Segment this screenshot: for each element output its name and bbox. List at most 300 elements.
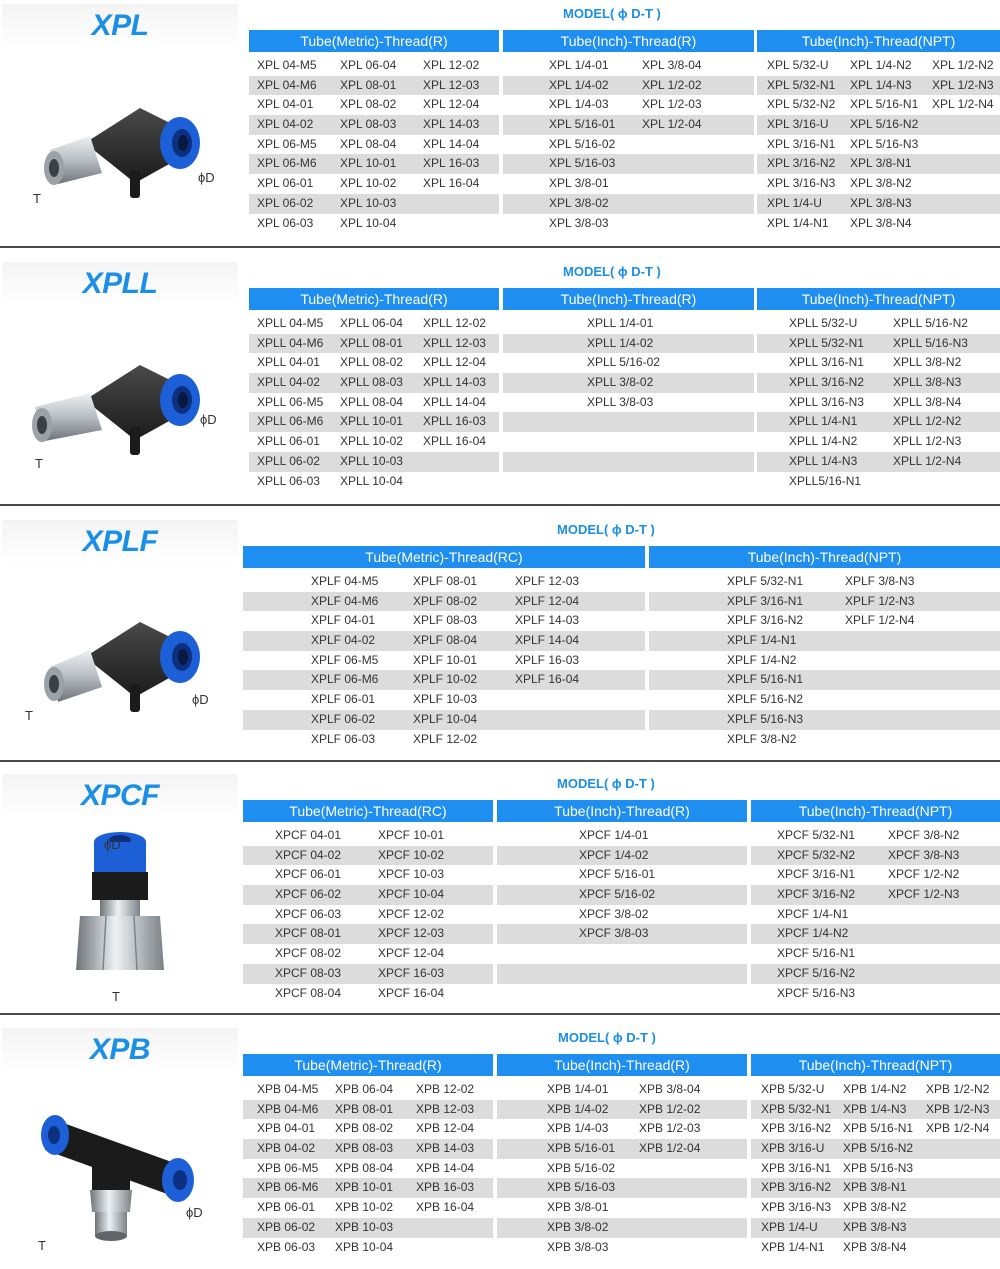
model-number: XPLL 10-04 <box>340 473 403 488</box>
model-number: XPB 1/4-U <box>761 1219 818 1234</box>
model-table <box>751 800 1000 1003</box>
model-number: XPL 1/4-N3 <box>850 77 912 92</box>
model-table <box>497 1054 747 1257</box>
table-row <box>649 710 1000 730</box>
model-number: XPLF 10-01 <box>413 652 478 667</box>
table-row <box>497 1159 747 1179</box>
model-number: XPB 1/4-N1 <box>761 1239 825 1254</box>
model-number: XPLL 12-02 <box>423 316 486 330</box>
table-row <box>249 314 499 334</box>
table-row <box>249 56 499 76</box>
model-number: XPCF 12-02 <box>378 906 445 921</box>
table-body <box>751 826 1000 1003</box>
table-row <box>751 1080 1000 1100</box>
model-number: XPL 5/32-N2 <box>767 97 836 112</box>
model-number: XPL 3/8-N1 <box>850 156 912 171</box>
table-row <box>757 432 1000 452</box>
model-number: XPL 1/2-N2 <box>932 58 994 72</box>
model-number: XPLF 04-02 <box>311 633 376 648</box>
model-number: XPCF 10-01 <box>378 828 445 842</box>
model-number: XPL 06-03 <box>257 215 314 230</box>
table-row <box>243 924 493 944</box>
model-number: XPCF 06-01 <box>275 867 342 882</box>
model-number: XPL 5/16-03 <box>549 156 616 171</box>
model-number: XPL 3/8-02 <box>549 195 609 210</box>
model-number: XPL 1/4-03 <box>549 97 609 112</box>
model-number: XPLF 04-01 <box>311 613 376 628</box>
model-number: XPLL 06-M5 <box>257 394 324 409</box>
model-number: XPL 10-02 <box>340 176 397 191</box>
table-row <box>751 1238 1000 1258</box>
table-row <box>757 373 1000 393</box>
model-table <box>503 288 754 472</box>
model-table <box>243 546 645 749</box>
model-number: XPL 10-03 <box>340 195 397 210</box>
model-number: XPLL 1/2-N3 <box>893 434 962 449</box>
table-row <box>249 194 499 214</box>
table-header: Tube(Inch)-Thread(R) <box>497 1054 747 1076</box>
model-number: XPCF 08-02 <box>275 946 342 961</box>
model-number: XPL 08-03 <box>340 117 397 132</box>
product-section-xpcf <box>0 770 1000 1015</box>
table-row <box>503 214 754 234</box>
table-row <box>751 1218 1000 1238</box>
product-section-xplf <box>0 516 1000 761</box>
model-number: XPLL 06-M6 <box>257 414 324 429</box>
model-number: XPL 1/2-N3 <box>932 77 994 92</box>
table-row <box>497 1100 747 1120</box>
table-row <box>503 393 754 413</box>
table-row <box>497 924 747 944</box>
table-body <box>243 572 645 749</box>
model-number: XPB 5/16-01 <box>547 1141 616 1156</box>
model-number: XPLL 1/2-N2 <box>893 414 962 429</box>
section-divider <box>0 246 1000 248</box>
model-number: XPLL 08-02 <box>340 355 403 370</box>
model-number: XPB 3/16-U <box>761 1141 825 1156</box>
model-number: XPB 08-02 <box>335 1121 394 1136</box>
model-number: XPCF 3/8-03 <box>579 926 649 941</box>
model-number: XPLL 06-03 <box>257 473 320 488</box>
table-row <box>757 115 1000 135</box>
model-number: XPL 5/16-N2 <box>850 117 919 132</box>
model-number: XPLL 3/8-03 <box>587 394 654 409</box>
model-number: XPLL 1/4-01 <box>587 316 654 330</box>
table-row <box>497 846 747 866</box>
model-number: XPCF 16-03 <box>378 965 445 980</box>
table-row <box>243 572 645 592</box>
table-row <box>751 905 1000 925</box>
model-number: XPL 14-03 <box>423 117 480 132</box>
table-row <box>757 56 1000 76</box>
model-title: MODEL( ϕ D-T ) <box>557 776 655 791</box>
table-row <box>503 373 754 393</box>
model-table <box>249 30 499 233</box>
model-number: XPLL 1/4-N1 <box>789 414 858 429</box>
model-number: XPLF 3/16-N1 <box>727 593 804 608</box>
model-number: XPB 3/16-N2 <box>761 1180 832 1195</box>
table-row <box>649 670 1000 690</box>
table-row <box>243 651 645 671</box>
table-row <box>497 1218 747 1238</box>
table-row <box>243 670 645 690</box>
table-row <box>497 1198 747 1218</box>
table-body <box>503 314 754 472</box>
table-row <box>497 1139 747 1159</box>
table-row <box>497 1178 747 1198</box>
model-number: XPB 3/16-N3 <box>761 1200 832 1215</box>
model-number: XPLL 12-03 <box>423 335 486 350</box>
model-number: XPLL 06-04 <box>340 316 403 330</box>
table-header: Tube(Inch)-Thread(NPT) <box>751 1054 1000 1076</box>
table-row <box>503 76 754 96</box>
model-number: XPL 3/8-N4 <box>850 215 912 230</box>
model-number: XPCF 04-02 <box>275 847 342 862</box>
model-number: XPB 1/2-03 <box>639 1121 701 1136</box>
model-number: XPB 12-04 <box>416 1121 475 1136</box>
model-number: XPCF 1/2-N2 <box>888 867 960 882</box>
table-row <box>649 690 1000 710</box>
table-body <box>503 56 754 233</box>
model-number: XPB 1/4-03 <box>547 1121 609 1136</box>
table-header: Tube(Inch)-Thread(R) <box>503 288 754 310</box>
model-number: XPB 04-M5 <box>257 1082 319 1096</box>
model-number: XPCF 5/16-N3 <box>777 985 856 1000</box>
table-header: Tube(Metric)-Thread(R) <box>249 30 499 52</box>
table-row <box>757 314 1000 334</box>
model-number: XPLF 14-03 <box>515 613 580 628</box>
table-row <box>249 432 499 452</box>
table-row <box>757 214 1000 234</box>
table-row <box>497 1080 747 1100</box>
thread-label: T <box>35 456 43 471</box>
model-number: XPCF 3/8-N2 <box>888 828 960 842</box>
model-number: XPB 1/2-04 <box>639 1141 701 1156</box>
model-number: XPB 3/8-N1 <box>843 1180 907 1195</box>
model-number: XPLF 10-03 <box>413 692 478 707</box>
model-number: XPB 06-01 <box>257 1200 316 1215</box>
model-number: XPCF 5/16-N1 <box>777 946 856 961</box>
section-divider <box>0 1013 1000 1015</box>
table-row <box>497 885 747 905</box>
table-row <box>751 984 1000 1004</box>
table-row <box>503 95 754 115</box>
model-number: XPB 10-04 <box>335 1239 394 1254</box>
tube-diameter-label: ϕD <box>192 692 209 707</box>
model-table <box>243 800 493 1003</box>
model-number: XPLL 06-01 <box>257 434 320 449</box>
table-body <box>243 1080 493 1257</box>
table-row <box>503 135 754 155</box>
model-number: XPB 5/16-N2 <box>843 1141 914 1156</box>
table-body <box>751 1080 1000 1257</box>
table-row <box>751 865 1000 885</box>
model-number: XPL 1/4-01 <box>549 58 609 72</box>
model-number: XPLF 12-03 <box>515 574 580 588</box>
table-row <box>497 826 747 846</box>
model-number: XPLF 06-M5 <box>311 652 379 667</box>
table-row <box>243 984 493 1004</box>
table-row <box>503 174 754 194</box>
table-row <box>751 1178 1000 1198</box>
table-row <box>649 631 1000 651</box>
model-number: XPB 3/8-N2 <box>843 1200 907 1215</box>
model-number: XPLL 3/16-N2 <box>789 375 864 390</box>
model-number: XPL 04-M5 <box>257 58 317 72</box>
model-number: XPLF 5/16-N1 <box>727 672 804 687</box>
model-number: XPB 1/4-N2 <box>843 1082 907 1096</box>
model-number: XPB 5/16-02 <box>547 1160 616 1175</box>
model-table <box>757 30 1000 233</box>
model-number: XPCF 16-04 <box>378 985 445 1000</box>
table-row <box>243 690 645 710</box>
model-number: XPB 10-03 <box>335 1219 394 1234</box>
table-row <box>243 1198 493 1218</box>
model-number: XPB 14-03 <box>416 1141 475 1156</box>
model-number: XPB 5/16-03 <box>547 1180 616 1195</box>
table-row <box>249 472 499 492</box>
table-row <box>757 393 1000 413</box>
section-divider <box>0 504 1000 506</box>
model-number: XPB 1/2-N4 <box>926 1121 990 1136</box>
model-number: XPCF 10-03 <box>378 867 445 882</box>
model-number: XPLF 10-04 <box>413 711 478 726</box>
model-number: XPCF 5/16-02 <box>579 887 656 902</box>
model-number: XPLL 08-03 <box>340 375 403 390</box>
model-number: XPLL 06-02 <box>257 453 320 468</box>
table-row <box>243 1080 493 1100</box>
model-title: MODEL( ϕ D-T ) <box>558 1030 656 1045</box>
model-number: XPLF 16-03 <box>515 652 580 667</box>
table-header: Tube(Metric)-Thread(RC) <box>243 546 645 568</box>
model-number: XPLL 3/8-N4 <box>893 394 962 409</box>
fitting-image <box>30 602 210 727</box>
table-header: Tube(Inch)-Thread(NPT) <box>757 288 1000 310</box>
model-number: XPLF 08-04 <box>413 633 478 648</box>
table-row <box>503 452 754 472</box>
model-number: XPLF 3/16-N2 <box>727 613 804 628</box>
table-body <box>757 314 1000 491</box>
table-row <box>751 924 1000 944</box>
model-number: XPL 12-04 <box>423 97 480 112</box>
model-number: XPLL 10-01 <box>340 414 403 429</box>
model-number: XPCF 04-01 <box>275 828 342 842</box>
table-header: Tube(Metric)-Thread(R) <box>243 1054 493 1076</box>
model-number: XPB 5/32-N1 <box>761 1101 832 1116</box>
table-row <box>497 1238 747 1258</box>
table-row <box>243 1100 493 1120</box>
model-number: XPB 3/16-N2 <box>761 1121 832 1136</box>
thread-label: T <box>33 191 41 206</box>
product-name: XPLL <box>2 262 238 306</box>
model-number: XPL 1/2-N4 <box>932 97 994 112</box>
model-number: XPLL 3/16-N1 <box>789 355 864 370</box>
model-number: XPCF 1/4-N2 <box>777 926 849 941</box>
model-number: XPL 06-04 <box>340 58 397 72</box>
model-number: XPLL 1/4-N2 <box>789 434 858 449</box>
table-row <box>751 1119 1000 1139</box>
model-number: XPCF 3/8-02 <box>579 906 649 921</box>
model-number: XPB 06-M6 <box>257 1180 319 1195</box>
model-number: XPL 5/16-01 <box>549 117 616 132</box>
product-name: XPLF <box>2 520 238 564</box>
table-row <box>249 174 499 194</box>
table-row <box>249 115 499 135</box>
table-header: Tube(Inch)-Thread(R) <box>497 800 747 822</box>
table-body <box>243 826 493 1003</box>
model-number: XPL 04-01 <box>257 97 314 112</box>
product-section-xpll <box>0 258 1000 503</box>
model-number: XPLF 1/2-N4 <box>845 613 915 628</box>
thread-label: T <box>112 989 120 1004</box>
model-number: XPLL 16-04 <box>423 434 486 449</box>
table-row <box>757 334 1000 354</box>
model-number: XPLL 08-01 <box>340 335 403 350</box>
table-row <box>757 135 1000 155</box>
model-number: XPB 04-02 <box>257 1141 316 1156</box>
table-row <box>243 964 493 984</box>
model-number: XPLF 08-03 <box>413 613 478 628</box>
model-number: XPLL 04-M6 <box>257 335 324 350</box>
model-number: XPB 1/4-02 <box>547 1101 609 1116</box>
table-row <box>757 452 1000 472</box>
model-table <box>243 1054 493 1257</box>
model-number: XPLF 12-02 <box>413 731 478 746</box>
tube-diameter-label: ϕD <box>104 837 121 852</box>
model-number: XPB 12-03 <box>416 1101 475 1116</box>
model-number: XPCF 12-03 <box>378 926 445 941</box>
table-row <box>503 115 754 135</box>
table-row <box>757 95 1000 115</box>
table-row <box>503 56 754 76</box>
model-number: XPB 3/8-02 <box>547 1219 609 1234</box>
model-number: XPL 04-02 <box>257 117 314 132</box>
model-number: XPLL 5/32-U <box>789 316 858 330</box>
table-row <box>243 592 645 612</box>
table-row <box>249 95 499 115</box>
model-number: XPCF 3/16-N1 <box>777 867 856 882</box>
product-section-xpl <box>0 0 1000 245</box>
model-number: XPLL 1/4-N3 <box>789 453 858 468</box>
model-number: XPL 1/4-U <box>767 195 822 210</box>
model-number: XPL 1/2-04 <box>642 117 702 132</box>
table-header: Tube(Metric)-Thread(R) <box>249 288 499 310</box>
table-header: Tube(Metric)-Thread(RC) <box>243 800 493 822</box>
model-table <box>649 546 1000 749</box>
model-number: XPCF 1/2-N3 <box>888 887 960 902</box>
model-number: XPL 5/16-N1 <box>850 97 919 112</box>
model-number: XPLL 5/32-N1 <box>789 335 864 350</box>
model-number: XPB 16-04 <box>416 1200 475 1215</box>
table-header: Tube(Inch)-Thread(NPT) <box>649 546 1000 568</box>
model-number: XPB 06-02 <box>257 1219 316 1234</box>
tube-diameter-label: ϕD <box>200 412 217 427</box>
model-number: XPL 3/8-04 <box>642 58 702 72</box>
model-number: XPB 1/4-N3 <box>843 1101 907 1116</box>
table-row <box>249 334 499 354</box>
model-number: XPLF 1/4-N1 <box>727 633 797 648</box>
table-row <box>243 631 645 651</box>
table-row <box>751 1159 1000 1179</box>
table-row <box>757 154 1000 174</box>
model-number: XPL 10-01 <box>340 156 397 171</box>
table-row <box>497 1119 747 1139</box>
model-number: XPLL 5/16-N2 <box>893 316 968 330</box>
model-number: XPLL 3/8-N3 <box>893 375 962 390</box>
model-number: XPB 08-04 <box>335 1160 394 1175</box>
model-number: XPL 16-03 <box>423 156 480 171</box>
table-row <box>243 1238 493 1258</box>
table-row <box>243 730 645 750</box>
table-row <box>243 885 493 905</box>
model-number: XPCF 1/4-01 <box>579 828 649 842</box>
model-number: XPL 5/16-N3 <box>850 136 919 151</box>
table-row <box>243 846 493 866</box>
table-row <box>243 1218 493 1238</box>
model-number: XPLL 3/8-02 <box>587 375 654 390</box>
table-header: Tube(Inch)-Thread(NPT) <box>757 30 1000 52</box>
model-number: XPLF 04-M6 <box>311 593 379 608</box>
model-number: XPLL 04-01 <box>257 355 320 370</box>
table-row <box>249 353 499 373</box>
model-number: XPB 1/4-01 <box>547 1082 609 1096</box>
model-number: XPLL 16-03 <box>423 414 486 429</box>
table-row <box>751 885 1000 905</box>
model-number: XPB 04-M6 <box>257 1101 319 1116</box>
model-number: XPB 5/16-N1 <box>843 1121 914 1136</box>
model-number: XPB 3/16-N1 <box>761 1160 832 1175</box>
model-number: XPLF 04-M5 <box>311 574 379 588</box>
table-row <box>243 1139 493 1159</box>
table-row <box>757 412 1000 432</box>
model-number: XPL 10-04 <box>340 215 397 230</box>
model-number: XPL 3/16-N2 <box>767 156 836 171</box>
model-number: XPCF 08-04 <box>275 985 342 1000</box>
model-number: XPB 5/16-N3 <box>843 1160 914 1175</box>
model-number: XPLF 3/8-N3 <box>845 574 915 588</box>
table-body <box>249 56 499 233</box>
table-row <box>503 334 754 354</box>
model-number: XPB 14-04 <box>416 1160 475 1175</box>
table-row <box>751 1139 1000 1159</box>
section-divider <box>0 760 1000 762</box>
model-number: XPLL 04-02 <box>257 375 320 390</box>
model-number: XPB 1/2-02 <box>639 1101 701 1116</box>
model-number: XPB 12-02 <box>416 1082 475 1096</box>
thread-label: T <box>25 708 33 723</box>
tube-diameter-label: ϕD <box>186 1205 203 1220</box>
model-number: XPLF 5/32-N1 <box>727 574 804 588</box>
table-header: Tube(Inch)-Thread(NPT) <box>751 800 1000 822</box>
model-number: XPL 04-M6 <box>257 77 317 92</box>
table-row <box>243 905 493 925</box>
table-row <box>503 353 754 373</box>
model-title: MODEL( ϕ D-T ) <box>557 522 655 537</box>
table-row <box>249 214 499 234</box>
table-body <box>497 826 747 984</box>
model-number: XPB 08-01 <box>335 1101 394 1116</box>
model-number: XPLL 5/16-N3 <box>893 335 968 350</box>
table-row <box>757 353 1000 373</box>
model-table <box>751 1054 1000 1257</box>
product-name: XPB <box>2 1028 238 1072</box>
table-row <box>249 393 499 413</box>
model-number: XPLF 1/4-N2 <box>727 652 797 667</box>
model-number: XPCF 5/32-N1 <box>777 828 856 842</box>
table-row <box>649 592 1000 612</box>
table-row <box>757 472 1000 492</box>
model-table <box>497 800 747 984</box>
